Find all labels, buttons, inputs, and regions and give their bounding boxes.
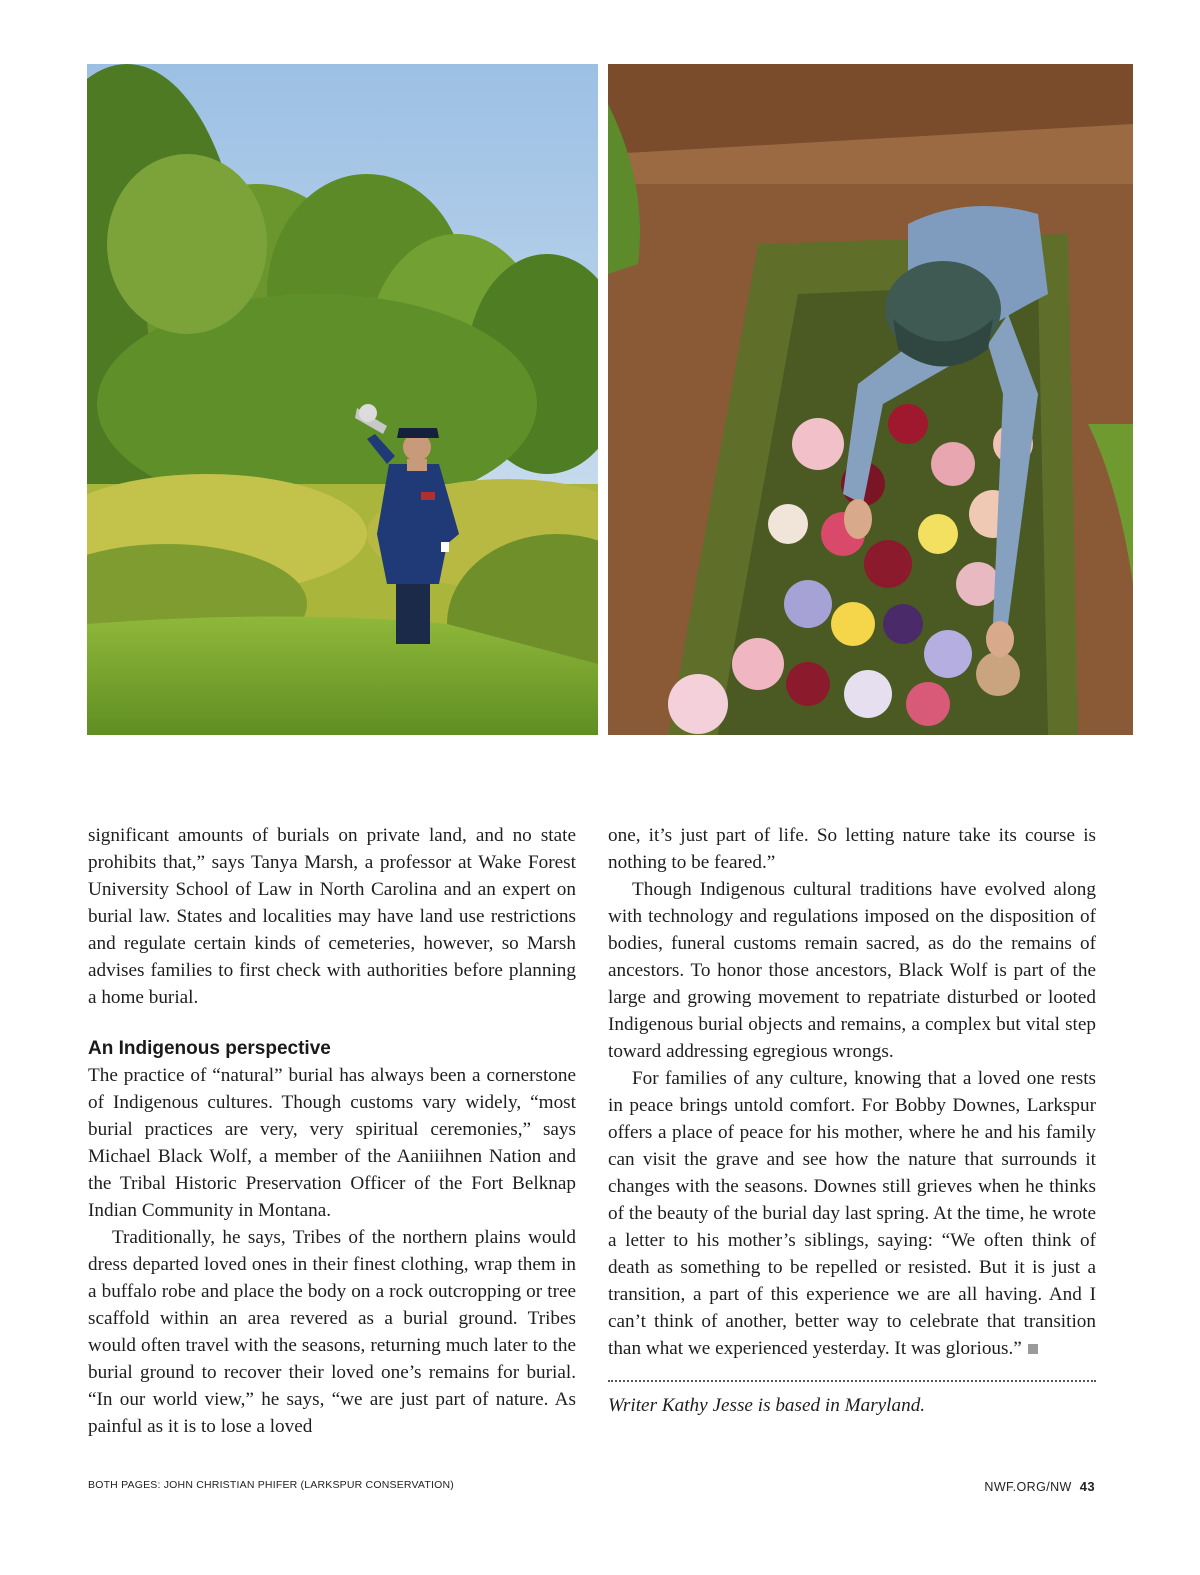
section-heading: An Indigenous perspective bbox=[88, 1038, 331, 1059]
photo-flower-lined-grave bbox=[608, 64, 1133, 735]
page-number: 43 bbox=[1079, 1479, 1095, 1494]
article-column-left bbox=[88, 822, 576, 1440]
site-url: NWF.ORG/NW bbox=[984, 1480, 1072, 1494]
bugler-photo-illustration bbox=[87, 64, 598, 735]
page-footer-right bbox=[984, 1479, 1095, 1494]
article-paragraph: The practice of “natural” burial has always been a cornerstone of Indigenous cultures. Though customs vary widely, “most burial practices are very, very spiritual ceremonies,” says Michael Black Wolf, a member of the Aaniiihnen Nation and the Tribal Historic Preservation Officer of the Fort Belknap Indian Community in Montana. bbox=[88, 1065, 576, 1221]
end-of-article-icon bbox=[1028, 1344, 1038, 1354]
article-column-right bbox=[608, 822, 1096, 1419]
final-paragraph-text: For families of any culture, knowing that a loved one rests in peace brings untold comfort. For Bobby Downes, Larkspur offers a place of peace for his mother, where he and his family can visit the grave and see how the nature that surrounds it changes with the seasons. Downes still grieves when he thinks of the beauty of the burial day last spring. At the time, he wrote a letter to his mother’s siblings, saying: “We often think of death as something to be repelled or resisted. But it is just a transition, a part of this experience we are all having. And I can’t think of another, better way to celebrate that transition than what we experienced yesterday. It was glorious.” bbox=[608, 1068, 1096, 1359]
writer-credit: Writer Kathy Jesse is based in Maryland. bbox=[608, 1395, 926, 1416]
article-paragraph: Though Indigenous cultural traditions have evolved along with technology and regulations imposed on the disposition of bodies, funeral customs remain sacred, as do the remains of ancestors. To honor those ancestors, Black Wolf is part of the large and growing movement to repatriate disturbed or looted Indigenous burial objects and remains, a complex but vital step toward addressing egregious wrongs. bbox=[608, 879, 1096, 1062]
dotted-divider bbox=[608, 1380, 1096, 1382]
photo-credit: BOTH PAGES: JOHN CHRISTIAN PHIFER (LARKSPUR CONSERVATION) bbox=[88, 1479, 454, 1491]
article-paragraph: Traditionally, he says, Tribes of the northern plains would dress departed loved ones in their finest clothing, wrap them in a buffalo robe and place the body on a rock outcropping or tree scaffold within an area revered as a burial ground. Tribes would often travel with the seasons, returning much later to the burial ground to recover their loved one’s remains for burial. “In our world view,” he says, “we are just part of nature. As painful as it is to lose a loved bbox=[88, 1227, 576, 1437]
grave-photo-illustration bbox=[608, 64, 1133, 735]
article-paragraph-final bbox=[608, 1065, 1096, 1362]
photo-bugler-in-meadow bbox=[87, 64, 598, 735]
article-paragraph: significant amounts of burials on private land, and no state prohibits that,” says Tanya Marsh, a professor at Wake Forest University School of Law in North Carolina and an expert on burial law. States and localities may have land use restrictions and regulate certain kinds of cemeteries, however, so Marsh advises families to first check with authorities before planning a home burial. bbox=[88, 825, 576, 1008]
article-paragraph: one, it’s just part of life. So letting nature take its course is nothing to be feared.” bbox=[608, 825, 1096, 873]
